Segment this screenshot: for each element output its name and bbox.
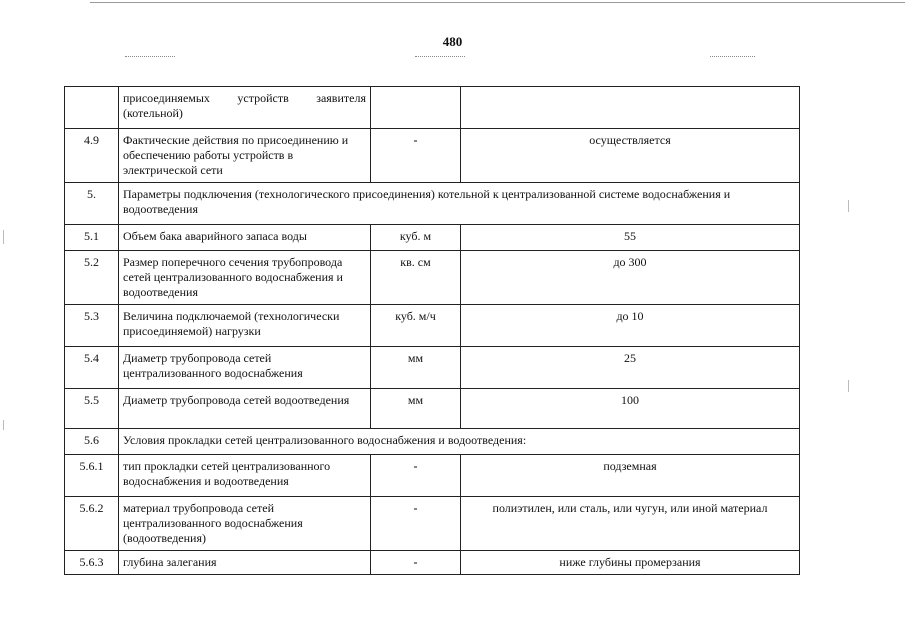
row-name: Условия прокладки сетей централизованного водоснабжения и водоотведения: [119, 429, 800, 455]
row-value: ниже глубины промерзания [461, 551, 800, 575]
row-unit: мм [371, 347, 461, 389]
table-row [65, 129, 800, 183]
table-row [65, 251, 800, 305]
row-number: 5. [65, 183, 119, 225]
row-name: присоединяемых устройств заявителя (котельной) [119, 87, 371, 129]
scan-artifact [3, 230, 6, 244]
page-top-edge [90, 2, 905, 3]
row-number: 5.1 [65, 225, 119, 251]
table-row [65, 455, 800, 497]
table-row [65, 497, 800, 551]
row-number: 5.5 [65, 389, 119, 429]
row-unit: кв. см [371, 251, 461, 305]
row-unit: - [371, 497, 461, 551]
row-name: Диаметр трубопровода сетей централизованного водоснабжения [119, 347, 371, 389]
row-value: до 300 [461, 251, 800, 305]
row-number: 5.6.3 [65, 551, 119, 575]
row-name: Фактические действия по присоединению и обеспечению работы устройств в электрической сети [119, 129, 371, 183]
table-row [65, 347, 800, 389]
row-name: Размер поперечного сечения трубопровода сетей централизованного водоснабжения и водоотведения [119, 251, 371, 305]
scan-artifact [848, 200, 851, 212]
row-number: 5.3 [65, 305, 119, 347]
row-value: 25 [461, 347, 800, 389]
row-name: Объем бака аварийного запаса воды [119, 225, 371, 251]
row-name: материал трубопровода сетей централизованного водоснабжения (водоотведения) [119, 497, 371, 551]
row-value: 100 [461, 389, 800, 429]
row-number: 5.2 [65, 251, 119, 305]
row-number: 5.4 [65, 347, 119, 389]
row-value [461, 87, 800, 129]
parameters-table [64, 86, 800, 575]
row-value: до 10 [461, 305, 800, 347]
table-row [65, 183, 800, 225]
row-number: 4.9 [65, 129, 119, 183]
row-value: подземная [461, 455, 800, 497]
row-value: осуществляется [461, 129, 800, 183]
scan-artifact [415, 56, 465, 59]
table-row [65, 305, 800, 347]
row-name: тип прокладки сетей централизованного водоснабжения и водоотведения [119, 455, 371, 497]
row-name: Величина подключаемой (технологически присоединяемой) нагрузки [119, 305, 371, 347]
row-number: 5.6 [65, 429, 119, 455]
table-row [65, 429, 800, 455]
row-unit: - [371, 129, 461, 183]
row-name: глубина залегания [119, 551, 371, 575]
row-value: 55 [461, 225, 800, 251]
scan-artifact [125, 56, 175, 59]
table-row [65, 389, 800, 429]
row-unit: куб. м [371, 225, 461, 251]
row-name: Параметры подключения (технологического присоединения) котельной к централизованной системе водоснабжения и водоотведения [119, 183, 800, 225]
scan-artifact [710, 56, 755, 59]
scan-artifact [3, 420, 6, 430]
table-row [65, 225, 800, 251]
scan-artifact [848, 380, 851, 392]
row-unit [371, 87, 461, 129]
row-number: 5.6.1 [65, 455, 119, 497]
row-value: полиэтилен, или сталь, или чугун, или иной материал [461, 497, 800, 551]
row-number [65, 87, 119, 129]
table-row [65, 551, 800, 575]
row-unit: куб. м/ч [371, 305, 461, 347]
row-number: 5.6.2 [65, 497, 119, 551]
row-name-line: присоединяемых устройств заявителя [123, 91, 366, 105]
page-number: 480 [442, 34, 463, 49]
row-name: Диаметр трубопровода сетей водоотведения [119, 389, 371, 429]
table-row [65, 87, 800, 129]
row-unit: - [371, 551, 461, 575]
row-unit: - [371, 455, 461, 497]
row-unit: мм [371, 389, 461, 429]
